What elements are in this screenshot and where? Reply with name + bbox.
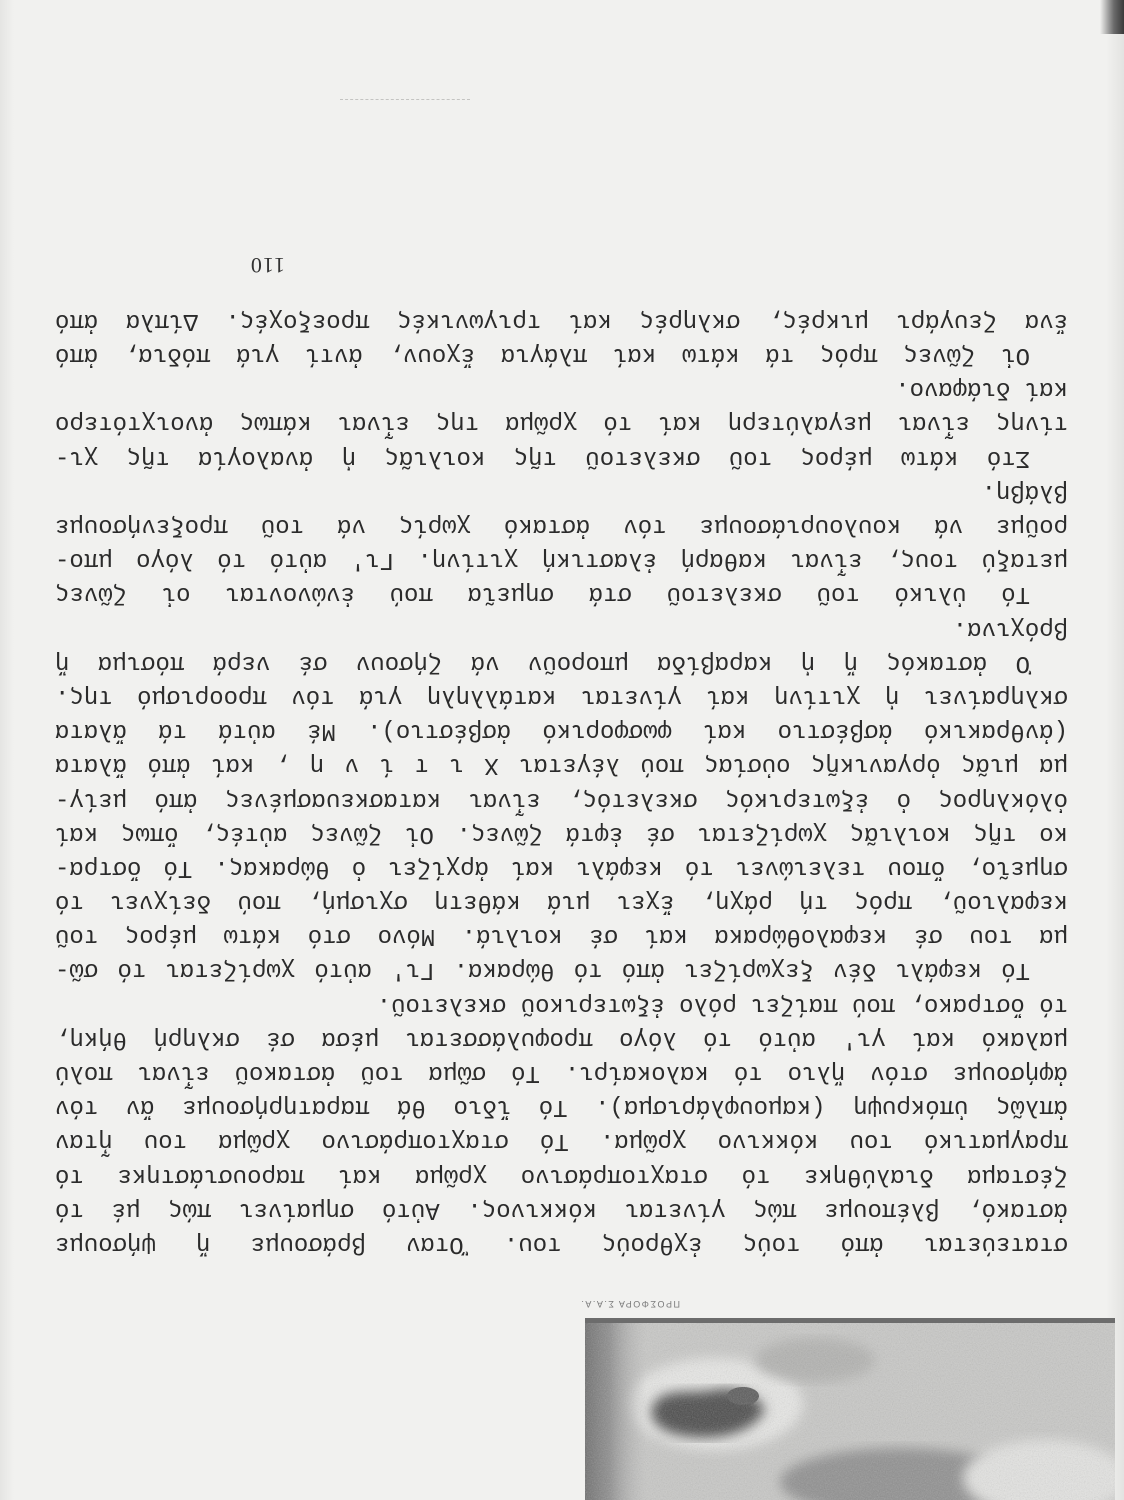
text-line: μα μιᾶς ὀργανικῆς οὐσίας πού λέγεται Χ ι τ ί ν η , καί ἀπό ἄλατα bbox=[55, 751, 1068, 779]
text-line: ὁλόκληρος ὁ ἐξωτερικός σκελετός, εἶναι κατασκευασμένες ἀπό μείγ- bbox=[55, 785, 1068, 813]
photo-image bbox=[585, 1318, 1115, 1500]
text-line: σημεῖο, ὅπου τελειώνει τό κεφάλι καί ἀρχίζει ὁ θώρακας. Τό ὄστρα- bbox=[55, 853, 1068, 881]
text-line: κο τῆς κοιλιᾶς χωρίζεται σέ ἑφτά ζῶνες. Οἱ ζῶνες αὐτές, ὅπως καί bbox=[55, 819, 1068, 847]
text-line: βρόχινα. bbox=[952, 614, 1068, 642]
photo-grain bbox=[585, 1318, 1115, 1500]
paragraph bbox=[55, 610, 1068, 678]
text-line: ροῦμε νά κουλουριάσουμε τόν ἀστακό χωρίς νά τοῦ προξενήσουμε bbox=[55, 512, 1068, 540]
text-line: μα του σέ κεφαλοθώρακα καί σέ κοιλιά. Μόνο στό κάτω μέρος τοῦ bbox=[55, 922, 1068, 950]
scan-edge-shadow bbox=[1100, 0, 1124, 34]
paragraph bbox=[55, 303, 1068, 371]
text-line: βλάβη. bbox=[981, 477, 1068, 505]
text-line: Τό ὑλικό τοῦ σκελετοῦ στά σημεῖα πού ἑνώνονται οἱ ζῶνες bbox=[55, 580, 1030, 608]
text-line: μεταξύ τους, εἶναι καθαρή ἐλαστική χιτίνη. Γι' αὐτό τό λόγο μπο- bbox=[55, 546, 1068, 574]
page-number: 110 bbox=[249, 253, 285, 278]
text-line: ἁπλῶς ὑπόκρυψη (καμουφλάρισμα). Τό ἴδιο θά παρατηρήσουμε ἄν τόν bbox=[55, 1093, 1068, 1121]
text-line: σκληραίνει ἡ χιτίνη καί γίνεται κατάλληλη γιά τόν προορισμό της. bbox=[55, 683, 1068, 710]
body-text bbox=[55, 303, 1068, 1260]
text-line: τό ὄστρακο, πού παίζει ρόλο ἐξωτερικοῦ σκελετοῦ. bbox=[376, 990, 1068, 1018]
text-line: στατεύεται ἀπό τούς ἐχθρούς του. Ὅταν βράσουμε ἤ ψήσουμε bbox=[55, 1230, 1068, 1257]
text-line: ζέσταμα διαλύθηκε τό σταχτοπράσινο χρῶμα καί παρουσιάστηκε τό bbox=[55, 1161, 1068, 1189]
text-line: μαλακό καί γι' αὐτό τό λόγο προφυλάσσεται μέσα σέ σκληρή θήκη, bbox=[55, 1024, 1068, 1052]
text-line: κεφαλιοῦ, πρός τή ράχη, ἔχει μιά κάθετη σχισμή, πού δείχνει τό bbox=[55, 888, 1068, 916]
paragraph bbox=[55, 987, 1068, 1261]
text-line: Ὁ ἀστακός ἤ ἡ καραβίδα μποροῦν νά ζήσουν σέ νερά πόσιμα ἤ bbox=[55, 648, 1030, 676]
paragraph bbox=[55, 679, 1068, 987]
text-line: καί διάφανο. bbox=[895, 375, 1068, 403]
text-line: πραγματικό του κόκκινο χρῶμα. Τό σταχτοπράσινο χρῶμα του ἦταν bbox=[55, 1127, 1068, 1155]
paragraph bbox=[55, 371, 1068, 474]
text-line: Οἱ ζῶνες πρός τά κάτω καί πλάγια ἔχουν, ἀντί γιά πόδια, ἀπό bbox=[55, 341, 1030, 369]
text-line: Τό κεφάλι δέν ξεχωρίζει ἀπό τό θώρακα. Γι' αὐτό χωρίζεται τό σῶ- bbox=[55, 956, 1030, 984]
text-line: ἕνα ζευγάρι μικρές, σκληρές καί τριγωνικές προεξοχές. Δίπλα ἀπό bbox=[55, 306, 1068, 334]
text-line: τίνης εἶναι μεγαλύτερη καί τό χρῶμα της εἶναι κάπως ἀνοιχτότερο bbox=[55, 409, 1068, 437]
photo-caption: ΠΡΟΣΦΟΡΑ Σ.Α.Α. bbox=[579, 1299, 680, 1309]
paragraph bbox=[55, 474, 1068, 611]
text-line: ἀστακό, βλέπουμε πώς γίνεται κόκκινος. Αὐτό σημαίνει πώς μέ τό bbox=[55, 1195, 1068, 1223]
crayfish-photo bbox=[585, 1318, 1115, 1500]
text-line: (ἀνθρακικό ἀσβέστιο καί φωσφορικό ἀσβέστιο). Μέ αὐτά τά ἄλατα bbox=[55, 717, 1068, 745]
scan-mark bbox=[340, 99, 470, 100]
text-line: Στό κάτω μέρος τοῦ σκελετοῦ τῆς κοιλιᾶς ἡ ἀναλογία τῆς χι- bbox=[55, 443, 1030, 471]
text-line: ἀφήσουμε στόν ἥλιο τό καλοκαίρι. Τό σῶμα τοῦ ἀστακοῦ εἶναι πολύ bbox=[55, 1059, 1068, 1087]
photo-border bbox=[585, 1318, 1115, 1323]
